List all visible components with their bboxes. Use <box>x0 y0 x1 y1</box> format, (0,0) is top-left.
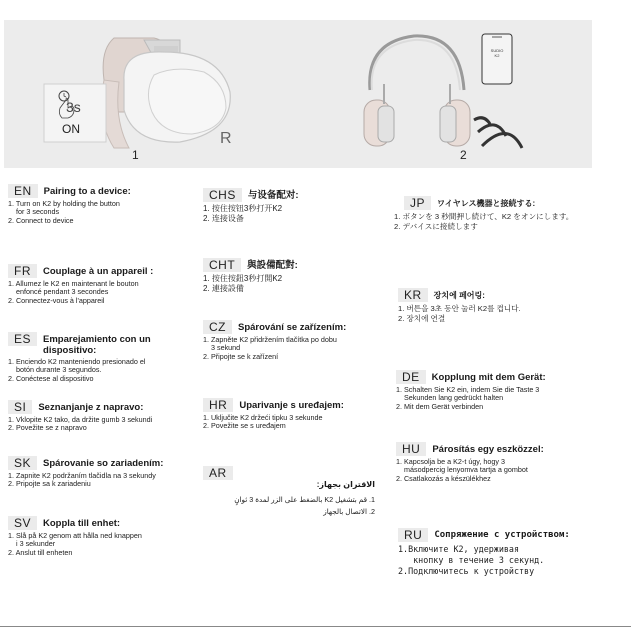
section-fr: FR Couplage à un appareil : 1. Allumez le K2 en maintenant le bouton enfoncé pendant 3 secondes 2. Connectez-vous à l'appareil <box>8 264 154 305</box>
lang-code: RU <box>398 528 428 542</box>
section-title: Сопряжение с устройством: <box>434 530 570 540</box>
lang-code: ES <box>8 332 37 346</box>
lang-code: FR <box>8 264 37 278</box>
section-de: DE Kopplung mit dem Gerät: 1. Schalten Sie K2 ein, indem Sie die Taste 3 Sekunden lang gedrückt halten 2. Mit dem Gerät verbinden <box>396 370 546 411</box>
lang-code: CHT <box>203 258 241 272</box>
section-title: Koppla till enhet: <box>43 518 121 529</box>
section-chs: CHS 与设备配对: 1. 按住按钮3秒打开K2 2. 连接设备 <box>203 188 299 223</box>
lang-code: CZ <box>203 320 232 334</box>
section-title: Spárování se zařízením: <box>238 322 347 333</box>
section-title: 장치에 페어링: <box>433 291 485 300</box>
section-title: Kopplung mit dem Gerät: <box>431 372 546 383</box>
lang-code: SI <box>8 400 32 414</box>
section-title: ワイヤレス機器と接続する: <box>437 199 536 208</box>
section-es: ES Emparejamiento con un dispositivo: 1. Enciendo K2 manteniendo presionado el botón durante 3 segundos. 2. Conéctese al dispositivo <box>8 332 198 383</box>
section-title: Seznanjanje z napravo: <box>38 402 144 413</box>
page-bottom-rule <box>0 626 631 627</box>
section-en: EN Pairing to a device: 1. Turn on K2 by holding the button for 3 seconds 2. Connect to device <box>8 184 131 225</box>
section-ar: AR الاقتران بجهاز: 1. قم بتشغيل K2 بالضغط على الزر لمدة 3 ثوانٍ 2. الاتصال بالجهاز <box>203 466 375 526</box>
section-cht: CHT 與設備配對: 1. 按住按鈕3秒打開K2 2. 連接設備 <box>203 258 298 293</box>
lang-code: DE <box>396 370 426 384</box>
step-1-number: 1 <box>132 148 139 162</box>
section-si: SI Seznanjanje z napravo: 1. Vklopite K2 tako, da držite gumb 3 sekundi 2. Povežite se z napravo <box>8 400 153 433</box>
section-title: Uparivanje s uređajem: <box>239 400 344 411</box>
section-hu: HU Párosítás egy eszközzel: 1. Kapcsolja be a K2-t úgy, hogy 3 másodpercig lenyomva tartja a gombot 2. Csatlakozás a készülékhez <box>396 442 544 483</box>
section-sk: SK Spárovanie so zariadením: 1. Zapnite K2 podržaním tlačidla na 3 sekundy 2. Pripojte sa k zariadeniu <box>8 456 164 489</box>
section-hr: HR Uparivanje s uređajem: 1. Uključite K2 držeći tipku 3 sekunde 2. Povežite se s uređajem <box>203 398 344 431</box>
section-title: Spárovanie so zariadením: <box>43 458 164 469</box>
lang-code: AR <box>203 466 233 480</box>
hold-time-label: 3s <box>66 99 81 115</box>
lang-code: SV <box>8 516 37 530</box>
lang-code: CHS <box>203 188 242 202</box>
step-2-number: 2 <box>460 148 467 162</box>
section-title: 與設備配對: <box>247 260 298 271</box>
on-label: ON <box>62 122 80 136</box>
headphone-illustrations <box>4 20 592 168</box>
section-title: Emparejamiento con un dispositivo: <box>43 334 151 356</box>
section-title: Pairing to a device: <box>43 186 131 197</box>
section-kr: KR 장치에 페어링: 1. 버튼을 3초 동안 눌러 K2를 켭니다. 2. 장치에 연결 <box>398 288 521 323</box>
lang-code: HU <box>396 442 426 456</box>
section-title: الاقتران بجهاز: <box>316 480 375 489</box>
lang-code: HR <box>203 398 233 412</box>
smartphone-icon <box>482 34 512 84</box>
lang-code: KR <box>398 288 428 302</box>
section-title: Couplage à un appareil : <box>43 266 154 277</box>
section-jp: JP ワイヤレス機器と接続する: 1. ボタンを 3 秒間押し続けて、K2 をオンにします。 2. デバイスに接続します <box>394 196 574 231</box>
section-sv: SV Koppla till enhet: 1. Slå på K2 genom att hålla ned knappen i 3 sekunder 2. Anslut till enheten <box>8 516 142 557</box>
section-cz: CZ Spárování se zařízením: 1. Zapněte K2 přidržením tlačítka po dobu 3 sekund 2. Připojte se k zařízení <box>203 320 347 361</box>
lang-code: SK <box>8 456 37 470</box>
instruction-illustration <box>4 20 592 168</box>
section-title: 与设备配对: <box>247 190 299 201</box>
lang-code: JP <box>404 196 431 210</box>
right-side-label: R <box>220 130 232 147</box>
lang-code: EN <box>8 184 38 198</box>
bluetooth-signal-icon <box>474 118 522 148</box>
section-title: Párosítás egy eszközzel: <box>432 444 544 455</box>
full-headphones <box>364 36 470 146</box>
phone-screen-text: SUDIO K2 <box>490 48 504 58</box>
section-ru: RU Сопряжение с устройством: 1.Включите K2, удерживая кнопку в течение 3 секунд. 2.Подключитесь к устройству <box>398 528 570 576</box>
